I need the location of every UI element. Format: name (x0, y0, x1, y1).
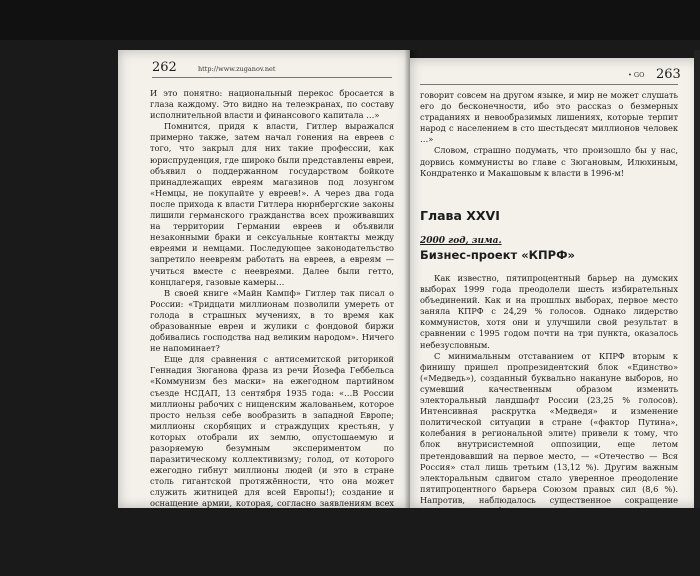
right-header-go: • GO (628, 71, 645, 79)
section-title: Бизнес-проект «КПРФ» (420, 248, 575, 262)
paragraph: Помнится, придя к власти, Гитлер выражался примерно также, затем начал гонения на евреев с того, что закрыл для них такие профессии, как юриспруденция, где широко были представлены евреи, объявил о поддержанном государством бойкоте принадлежащих евреям магазинов под лозунгом «Немцы, не покупайте у евреев!». А через два года после прихода к власти Гитлера нюрнбергские законы лишили германского гражданства всех проживавших на территории Германии евреев и объявили незаконными браки и сексуальные контакты между евреями и немцами. Последующее законодательство запретило неевреям работать на евреев, а евреям — учиться вместе с неевреями. Далее были гетто, концлагеря, газовые камеры… (150, 121, 394, 287)
scan-background-top (0, 0, 700, 40)
right-page-number: 263 (656, 67, 681, 82)
paragraph: С минимальным отставанием от КПРФ вторым к финишу пришел пропрезидентский блок «Единство» («Медведь»), созданный буквально накануне выборов, но сумевший качественным образом изменить электоральный ландшафт России (23,25 % голосов). Интенсивная раскрутка «Медведя» и изменение политической ситуации в стране («фактор Путина», колебания в региональной элите) привели к тому, что блок внутрисистемной оппозиции, еще летом претендовавший на первое место, — «Отечество — Вся Россия» стал лишь третьим (13,12 %). Другим важным электоральным сдвигом стало уверенное преодоление пятипроцентного барьера Союзом правых сил (8,6 %). Напротив, наблюдалось существенное сокращение электоральной базы ЛДПР («Блок Жириновского» получил только 6,05 % голосов и слабый результат «Яблока» (5,98 %, что на один пункт меньше, чем в 1995 году). Популярность левых сил понизилась. Расшире- (420, 350, 678, 550)
section-date: 2000 год, зима. (420, 236, 502, 246)
paragraph: Как известно, пятипроцентный барьер на думских выборах 1999 года преодолели шесть избирательных объединений. Как и на прошлых выборах, первое место заняла КПРФ с 24,29 % голосов. Однако лидерство коммунистов, хотя они и улучшили свой результат в сравнении с 1995 годом почти на три пункта, оказалось небезусловным. (420, 273, 678, 350)
paragraph: говорит совсем на другом языке, и мир не может слушать его до бесконечности, ибо это рассказ о безмерных страданиях и невообразимых лишениях, которые терпит народ с населением в сто шестьдесят миллионов человек …» (420, 90, 678, 145)
right-page-top-text (420, 90, 678, 179)
paragraph: В своей книге «Майн Кампф» Гитлер так писал о России: «Тридцати миллионам позволили умереть от голода в страшных мучениях, в то время как образованные евреи и жулики с фондовой биржи добивались господства над великим народом». Ничего не напоминает? (150, 287, 394, 354)
left-header-rule (152, 77, 392, 78)
right-header-rule (420, 84, 678, 85)
scan-background-right (694, 50, 700, 508)
right-page-body-text (420, 273, 678, 550)
left-header-url: http://www.zuganov.net (198, 65, 276, 73)
left-page-text (150, 88, 394, 576)
paragraph: И это понятно: национальный перекос бросается в глаза каждому. Это видно на телеэкранах, по составу исполнительной власти и финансового капитала …» (150, 88, 394, 121)
left-page (118, 50, 410, 576)
paragraph: Словом, страшно подумать, что произошло бы у нас, дорвись коммунисты во главе с Зюгановым, Илюхиным, Кондратенко и Макашовым к власти в 1996-м! (420, 145, 678, 178)
chapter-title: Глава XXVI (420, 208, 500, 223)
paragraph: Еще для сравнения с антисемитской риторикой Геннадия Зюганова фраза из речи Йозефа Геббельса «Коммунизм без маски» на ежегодном партийном съезде НСДАП, 13 сентября 1935 года: «…В России миллионы рабочих с нищенским жалованьем, которое просто нельзя себе вообразить в западной Европе; миллионы скорбящих и страждущих крестьян, у которых отобрали их землю, опустошаемую и разоряемую безумным экспериментом по паразитическому коллективизму; голод, от которого ежегодно гибнут миллионы людей (и это в стране столь гигантской протяжённости, что она может служить житницей для всей Европы!); создание и оснащение армии, которая, согласно заявлениям всех ведущих большевиков, будет использоваться для осуществления мировой революции; грубое и безжалостное управление этим ведущим в пропасть государственным и партийным аппаратом горсткой террористов, состоящей по большей части из евреев, — все это (150, 354, 394, 576)
left-page-number: 262 (152, 60, 177, 75)
right-page (410, 58, 700, 550)
